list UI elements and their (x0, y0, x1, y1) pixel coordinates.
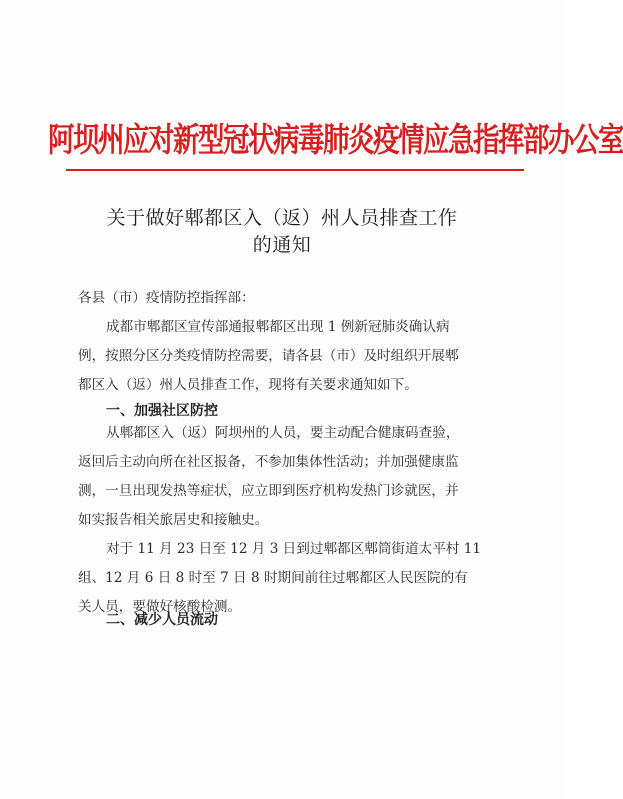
red-header-rule (66, 169, 524, 171)
section-1-heading: 一、加强社区防控 (106, 403, 218, 419)
section-1-para-2-line-1: 对于 11 月 23 日至 12 月 3 日到过郫都区郫筒街道太平村 11 (106, 541, 482, 557)
intro-line-2: 例，按照分区分类疫情防控需要，请各县（市）及时组织开展郫 (78, 348, 459, 364)
intro-line-1: 成都市郫都区宣传部通报郫都区出现 1 例新冠肺炎确认病 (106, 319, 450, 335)
section-1-para-2-line-3: 关人员，要做好核酸检测。 (78, 599, 242, 615)
section-1-para-1-line-2: 返回后主动向所在社区报备，不参加集体性活动；并加强健康监 (78, 454, 459, 470)
section-1-para-1-line-3: 测，一旦出现发热等症状，应立即到医疗机构发热门诊就医，并 (78, 483, 459, 499)
section-2-heading: 二、减少人员流动 (106, 612, 218, 628)
document-title-line-1: 关于做好郫都区入（返）州人员排查工作 (106, 207, 458, 229)
section-1-para-2-line-2: 组、12 月 6 日 8 时至 7 日 8 时期间前往过郫都区人民医院的有 (78, 570, 468, 586)
intro-line-3: 都区入（返）州人员排查工作，现将有关要求通知如下。 (78, 377, 418, 393)
salutation: 各县（市）疫情防控指挥部： (78, 290, 255, 306)
issuing-office-header: 阿坝州应对新型冠状病毒肺炎疫情应急指挥部办公室 (48, 120, 623, 160)
document-title-line-2: 的通知 (252, 234, 312, 256)
section-1-para-1-line-1: 从郫都区入（返）阿坝州的人员，要主动配合健康码查验， (106, 425, 460, 441)
section-1-para-1-line-4: 如实报告相关旅居史和接触史。 (78, 512, 269, 528)
